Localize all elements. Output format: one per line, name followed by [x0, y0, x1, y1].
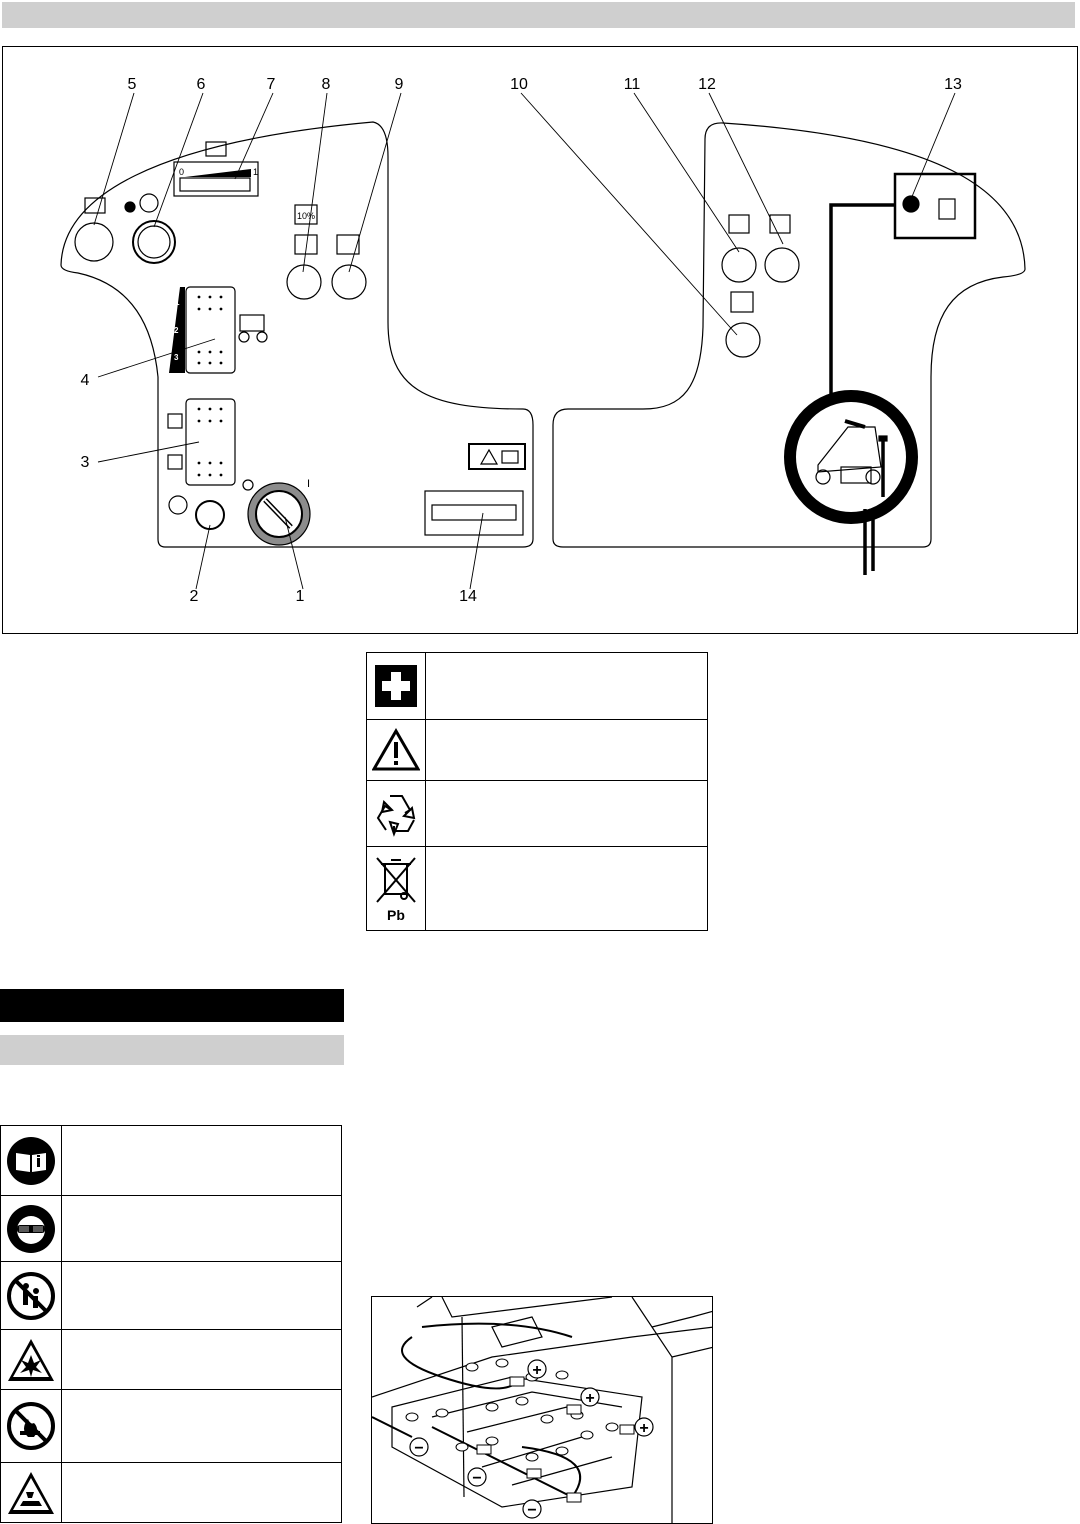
warning-label [469, 444, 525, 469]
callout-7: 7 [266, 76, 276, 93]
polarity-minus-2: − [472, 1470, 482, 1487]
brush-button [722, 248, 756, 282]
callout-9: 9 [394, 76, 404, 93]
subsection-heading-bar [0, 1035, 344, 1065]
callout-8: 8 [321, 76, 331, 93]
left-panel-outline [61, 122, 533, 547]
wear-eye-protection-icon [1, 1196, 62, 1262]
program-button [287, 265, 321, 299]
control-panel-drawing [3, 47, 1079, 635]
symbol-description [62, 1463, 342, 1523]
table-row [367, 847, 708, 931]
polarity-plus-3: + [639, 1420, 649, 1437]
table-row [367, 720, 708, 781]
polarity-plus-2: + [585, 1390, 595, 1407]
corrosive-acid-icon [1, 1463, 62, 1523]
parking-brake-button [138, 226, 170, 258]
table-row [1, 1126, 342, 1196]
speed-rocker-switch [186, 287, 235, 373]
section-heading-bar [0, 989, 344, 1022]
callout-2: 2 [189, 588, 199, 605]
callout-6: 6 [196, 76, 206, 93]
safety-symbol-table [0, 1125, 342, 1523]
callout-11: 11 [623, 76, 641, 93]
lift-button [765, 248, 799, 282]
callout-14: 14 [459, 588, 477, 605]
symbol-description [62, 1196, 342, 1262]
pb-label: Pb [387, 906, 405, 923]
table-row [1, 1390, 342, 1463]
symbol-description [62, 1126, 342, 1196]
table-row [1, 1262, 342, 1330]
horn-button [75, 223, 113, 261]
table-row [367, 653, 708, 720]
table-row [1, 1196, 342, 1262]
callout-3: 3 [80, 454, 90, 471]
type-plate [425, 491, 523, 535]
callout-10: 10 [510, 76, 528, 93]
symbol-description [62, 1330, 342, 1390]
polarity-minus-1: − [414, 1440, 424, 1457]
symbol-description [426, 720, 708, 781]
read-manual-icon [1, 1126, 62, 1196]
symbol-description [62, 1390, 342, 1463]
battery-connection-figure [371, 1296, 713, 1524]
callout-12: 12 [698, 76, 716, 93]
table-row [1, 1330, 342, 1390]
callout-5: 5 [127, 76, 137, 93]
key-label-on: I [307, 478, 311, 490]
right-panel-outline [553, 123, 1025, 547]
power-button [332, 265, 366, 299]
crossed-bin-pb-icon [367, 847, 426, 931]
table-row [1, 1463, 342, 1523]
first-aid-cross-icon [367, 653, 426, 720]
callout-13: 13 [944, 76, 962, 93]
machine-status-ring [790, 396, 912, 518]
symbol-description [426, 847, 708, 931]
disposal-symbol-table [366, 652, 708, 931]
speed-step-1: 1 [175, 298, 180, 307]
explosion-hazard-icon [1, 1330, 62, 1390]
battery-scale-max: 1 [253, 167, 259, 177]
top-section-bar [2, 2, 1075, 28]
polarity-plus-1: + [532, 1362, 542, 1379]
percent-label: 10% [297, 211, 316, 221]
speed-step-3: 3 [174, 353, 179, 362]
warning-triangle-icon [367, 720, 426, 781]
no-fire-smoking-icon [1, 1390, 62, 1463]
speed-step-2: 2 [174, 326, 179, 335]
key-label-off: O [243, 489, 244, 490]
symbol-description [426, 781, 708, 847]
seat-button [196, 501, 224, 529]
control-panel-figure [2, 46, 1078, 634]
keep-children-away-icon [1, 1262, 62, 1330]
callout-4: 4 [80, 372, 90, 389]
battery-scale-min: 0 [179, 167, 185, 177]
symbol-description [62, 1262, 342, 1330]
polarity-minus-3: − [527, 1502, 537, 1519]
recycling-icon [367, 781, 426, 847]
table-row [367, 781, 708, 847]
symbol-description [426, 653, 708, 720]
callout-1: 1 [295, 588, 305, 605]
battery-drawing [372, 1297, 713, 1524]
direction-rocker-switch [186, 399, 235, 485]
